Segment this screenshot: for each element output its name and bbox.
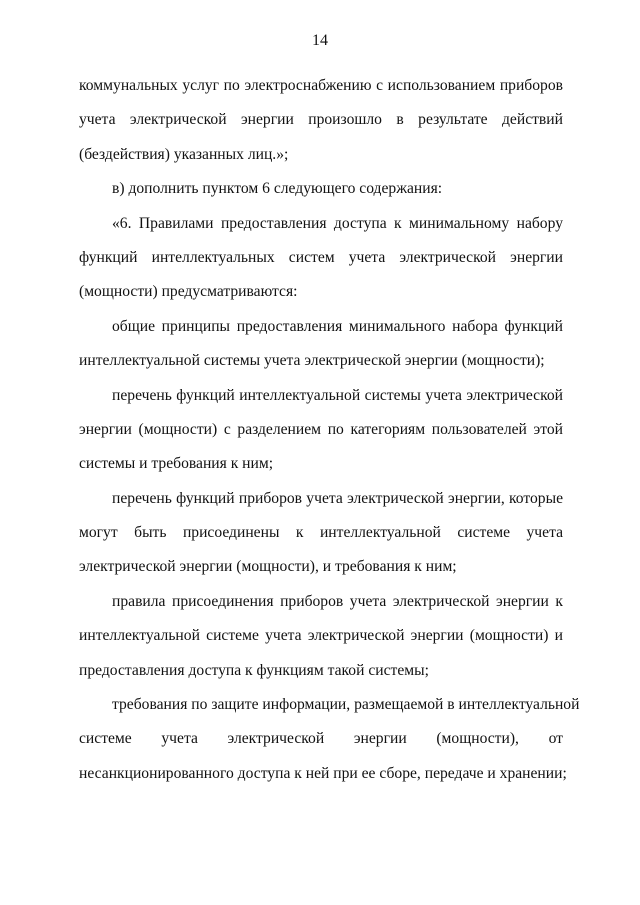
text-line: системы и требования к ним;: [79, 455, 274, 473]
text-line: общие принципы предоставления минимального набора функций: [112, 317, 563, 335]
text-line: правила присоединения приборов учета электрической энергии к: [112, 592, 563, 610]
text-line: предоставления доступа к функциям такой системы;: [79, 661, 429, 679]
text-line: функций интеллектуальных систем учета электрической энергии: [79, 248, 563, 266]
text-line: системе учета электрической энергии (мощности), от: [79, 730, 563, 748]
page-number: 14: [312, 32, 328, 49]
text-line: энергии (мощности) с разделением по категориям пользователей этой: [79, 420, 563, 438]
text-line: могут быть присоединены к интеллектуальной системе учета: [79, 524, 563, 542]
text-line: коммунальных услуг по электроснабжению с использованием приборов: [79, 77, 563, 94]
text-line: (мощности) предусматриваются:: [79, 283, 298, 301]
text-line: (бездействия) указанных лиц.»;: [79, 145, 289, 163]
document-body: [79, 69, 580, 791]
text-line: электрической энергии (мощности), и требования к ним;: [79, 558, 457, 576]
text-line: интеллектуальной системе учета электрической энергии (мощности) и: [79, 627, 563, 645]
text-line: «6. Правилами предоставления доступа к минимальному набору: [112, 214, 563, 232]
text-line: учета электрической энергии произошло в результате действий: [79, 111, 563, 129]
text-line: перечень функций интеллектуальной системы учета электрической: [112, 386, 563, 404]
text-line: в) дополнить пунктом 6 следующего содержания:: [112, 180, 443, 198]
text-line: перечень функций приборов учета электрической энергии, которые: [112, 489, 563, 507]
text-line: интеллектуальной системы учета электрической энергии (мощности);: [79, 352, 545, 370]
text-line: несанкционированного доступа к ней при ее сборе, передаче и хранении;: [79, 764, 567, 782]
text-line: требования по защите информации, размещаемой в интеллектуальной: [112, 696, 580, 714]
